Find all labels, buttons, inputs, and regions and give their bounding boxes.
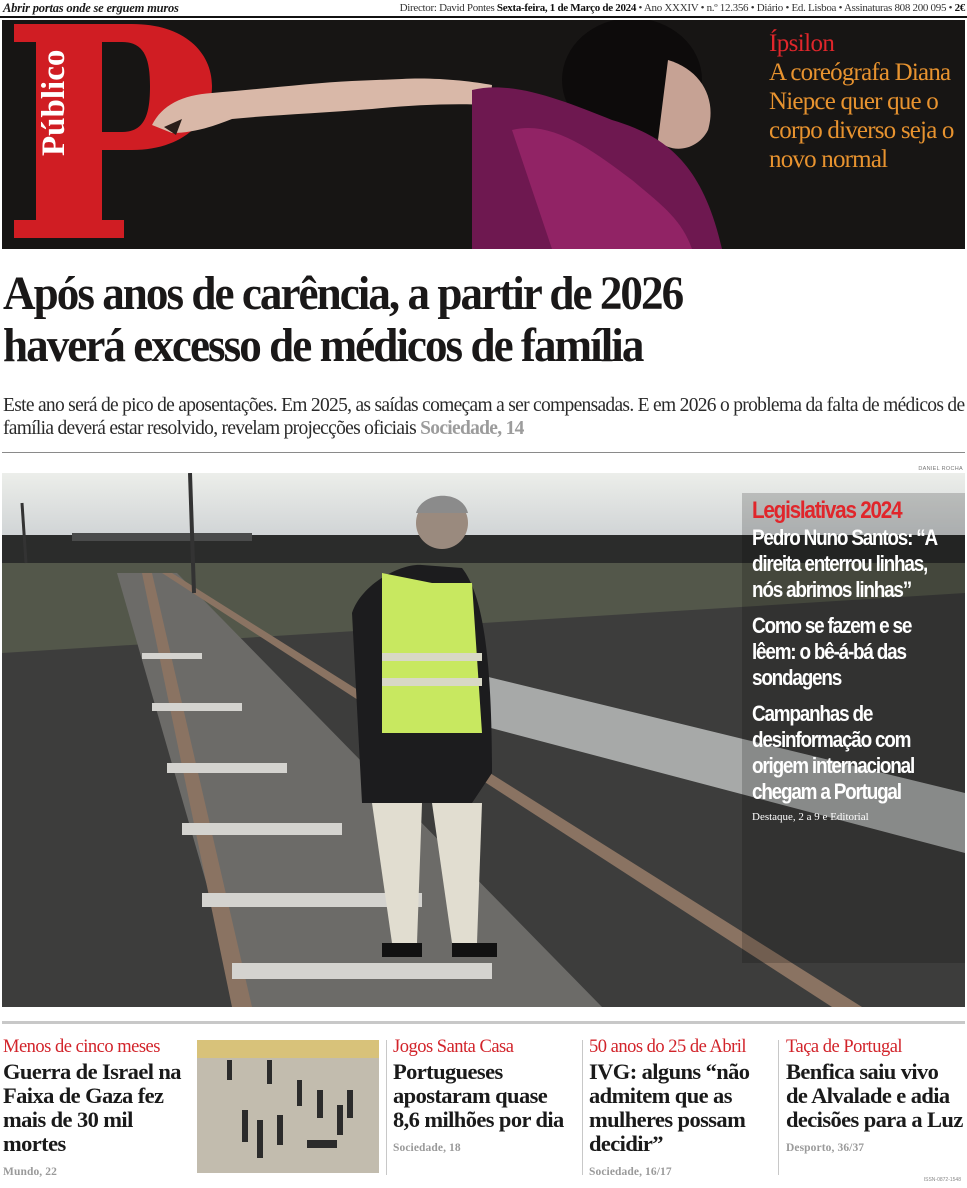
story-section: Sociedade, 18: [393, 1142, 461, 1154]
story-ivg[interactable]: [589, 1036, 774, 1178]
issue-date: Sexta-feira, 1 de Março de 2024: [496, 2, 637, 14]
story-kicker: Taça de Portugal: [786, 1037, 903, 1057]
legislativas-kicker: Legislativas 2024: [752, 497, 902, 524]
story-gaza[interactable]: [3, 1036, 193, 1178]
lead-headline-line-2: haverá excesso de médicos de família: [3, 319, 643, 372]
standfirst-text: Este ano será de pico de aposentações. Em 2025, as saídas começam a ser compensadas. E em 2026 o problema da falta de médicos de família deverá estar resolvido, revelam projecções oficiais: [3, 395, 965, 439]
story-section: Desporto, 36/37: [786, 1142, 865, 1154]
photo-headline-3[interactable]: Campanhas de desinformação com origem internacional chegam a Portugal: [752, 701, 915, 804]
ipsilon-kicker: Ípsilon: [769, 30, 835, 57]
gaza-photo[interactable]: [197, 1040, 379, 1173]
column-divider: [778, 1040, 779, 1175]
ipsilon-banner[interactable]: [2, 20, 965, 249]
story-title: IVG: alguns “não admitem que as mulheres possam decidir”: [589, 1059, 750, 1156]
story-title: Benfica saiu vivo de Alvalade e adia decisões para a Luz: [786, 1059, 963, 1132]
dancer-arm-image: [152, 75, 492, 135]
column-divider: [582, 1040, 583, 1175]
ipsilon-teaser[interactable]: [769, 30, 959, 174]
masthead-strip: [0, 0, 967, 18]
motto: Abrir portas onde se erguem muros: [3, 0, 179, 15]
svg-text:Público: Público: [36, 49, 72, 156]
photo-headline-2[interactable]: Como se fazem e se lêem: o bê-á-bá das sondagens: [752, 613, 912, 690]
dancer-image: [472, 20, 752, 249]
price: 2€: [954, 2, 965, 14]
story-kicker: Jogos Santa Casa: [393, 1037, 514, 1057]
issn-code: ISSN-0872-1548: [923, 1177, 961, 1183]
lead-headline-line-1: Após anos de carência, a partir de 2026: [3, 267, 683, 320]
edition-info: [400, 2, 965, 14]
lead-headline[interactable]: [3, 268, 907, 372]
ipsilon-headline: A coreógrafa Diana Niepce quer que o corpo diverso seja o novo normal: [769, 59, 954, 173]
lead-standfirst: [3, 394, 965, 440]
story-title: Guerra de Israel na Faixa de Gaza fez mais de 30 mil mortes: [3, 1059, 181, 1156]
gaza-photo-image: [197, 1040, 379, 1173]
director: Director: David Pontes: [399, 2, 495, 14]
section-reference: Sociedade, 14: [420, 418, 524, 439]
story-santa-casa[interactable]: [393, 1036, 578, 1154]
publico-logo-word: [34, 30, 74, 158]
destaque-reference: Destaque, 2 a 9 e Editorial: [752, 811, 869, 823]
photo-credit: DANIEL ROCHA: [918, 466, 963, 472]
story-benfica[interactable]: [786, 1036, 964, 1154]
legislativas-panel[interactable]: [752, 497, 952, 823]
divider: [2, 452, 965, 453]
issue-details: • Ano XXXIV • n.º 12.356 • Diário • Ed. Lisboa • Assinaturas 808 200 095 •: [638, 2, 953, 14]
column-divider: [386, 1040, 387, 1175]
divider: [2, 1021, 965, 1024]
story-title: Portugueses apostaram quase 8,6 milhões por dia: [393, 1059, 564, 1132]
story-section: Mundo, 22: [3, 1166, 57, 1178]
story-kicker: Menos de cinco meses: [3, 1037, 160, 1057]
story-kicker: 50 anos do 25 de Abril: [589, 1037, 747, 1057]
story-section: Sociedade, 16/17: [589, 1166, 672, 1178]
photo-headline-1[interactable]: Pedro Nuno Santos: “A direita enterrou linhas, nós abrimos linhas”: [752, 525, 937, 602]
